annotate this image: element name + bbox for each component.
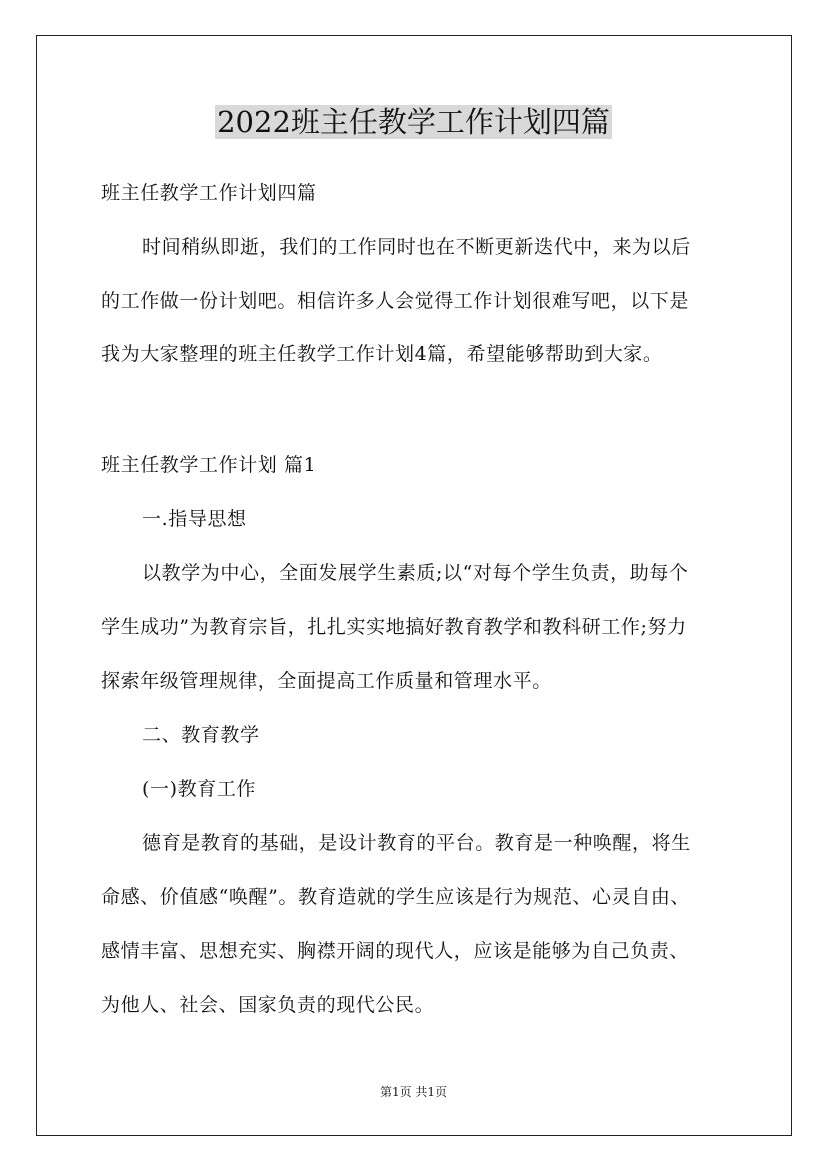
document-title: [0, 100, 827, 144]
intro-heading: 班主任教学工作计划四篇: [101, 182, 317, 204]
document-title-text: 2022班主任教学工作计划四篇: [217, 105, 610, 139]
intro-paragraph-line: 我为大家整理的班主任教学工作计划4篇，希望能够帮助到大家。: [101, 343, 663, 365]
paragraph-line: 探索年级管理规律，全面提高工作质量和管理水平。: [101, 670, 552, 692]
subsection-heading: (一)教育工作: [142, 778, 257, 800]
paragraph-line: 为他人、社会、国家负责的现代公民。: [101, 994, 435, 1016]
paragraph-line: 学生成功”为教育宗旨，扎扎实实地搞好教育教学和教科研工作;努力: [101, 616, 687, 638]
subsection-heading: 二、教育教学: [142, 724, 260, 746]
subsection-heading: 一.指导思想: [142, 508, 247, 530]
intro-paragraph-line: 的工作做一份计划吧。相信许多人会觉得工作计划很难写吧，以下是: [101, 290, 690, 312]
section-heading: 班主任教学工作计划 篇1: [101, 454, 317, 476]
paragraph-line: 命感、价值感“唤醒”。教育造就的学生应该是行为规范、心灵自由、: [101, 886, 691, 908]
intro-paragraph-line: 时间稍纵即逝，我们的工作同时也在不断更新迭代中，来为以后: [142, 236, 691, 258]
paragraph-line: 以教学为中心，全面发展学生素质;以“对每个学生负责，助每个: [142, 562, 689, 584]
paragraph-line: 德育是教育的基础，是设计教育的平台。教育是一种唤醒，将生: [142, 832, 691, 854]
page-footer: 第1页 共1页: [379, 1085, 448, 1099]
paragraph-line: 感情丰富、思想充实、胸襟开阔的现代人，应该是能够为自己负责、: [101, 940, 690, 962]
